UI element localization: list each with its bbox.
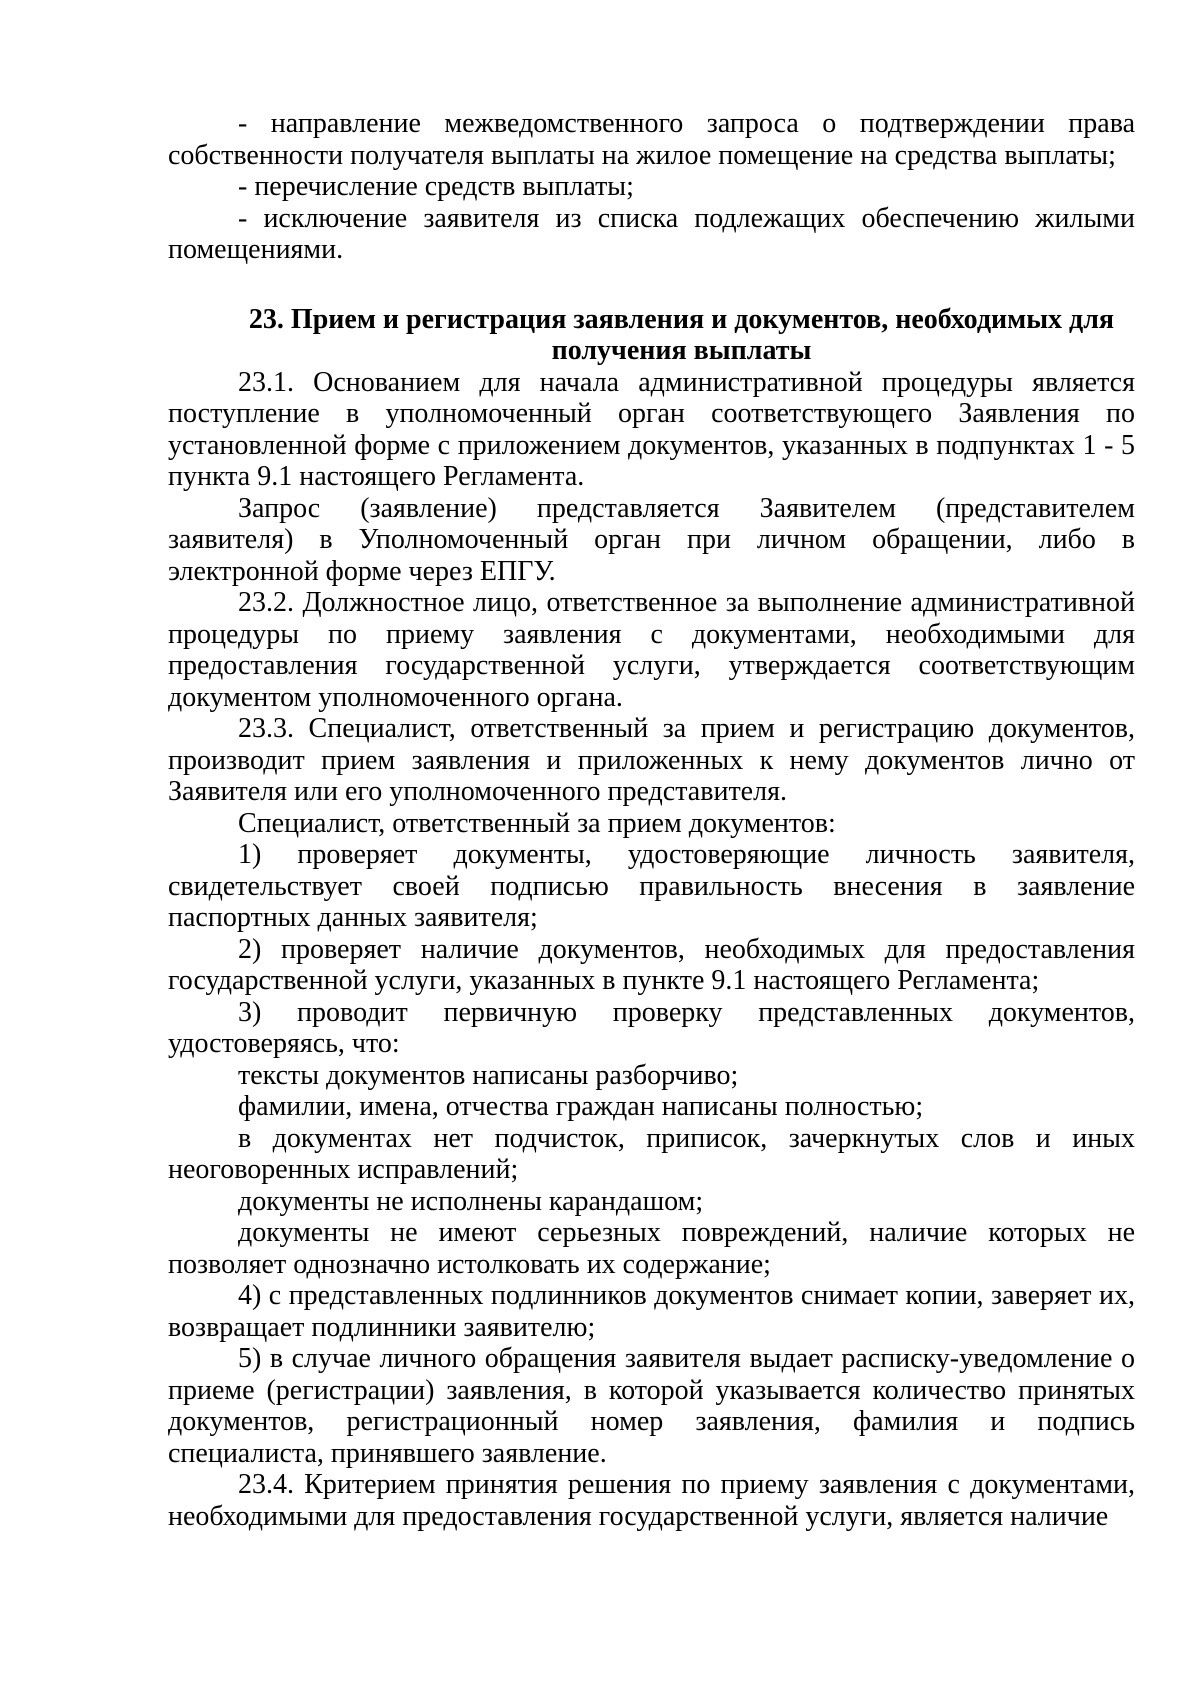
list-item-1: 1) проверяет документы, удостоверяющие личность заявителя, свидетельствует своей подписью правильность внесения в заявление паспортных данных заявителя; <box>168 839 1135 933</box>
check-no-pencil: документы не исполнены карандашом; <box>238 1185 704 1217</box>
intro-item-transfer-funds: - перечисление средств выплаты; <box>238 171 634 202</box>
paragraph-specialist: Специалист, ответственный за прием документов: <box>238 807 836 839</box>
check-no-damage: документы не имеют серьезных повреждений, наличие которых не позволяет однозначно истолковать их содержание; <box>168 1217 1135 1280</box>
paragraph-request: Запрос (заявление) представляется Заявителем (представителем заявителя) в Уполномоченный орган при личном обращении, либо в электронной форме через ЕПГУ. <box>168 492 1135 587</box>
paragraph-23-3: 23.3. Специалист, ответственный за прием и регистрацию документов, производит прием заявления и приложенных к нему документов лично от Заявителя или его уполномоченного представителя. <box>168 713 1135 807</box>
check-legible: тексты документов написаны разборчиво; <box>238 1059 739 1091</box>
paragraph-23-2: 23.2. Должностное лицо, ответственное за выполнение административной процедуры по приему заявления с документами, необходимыми для предоставления государственной услуги, утверждается соответствующим документом уполномоченного органа. <box>168 587 1135 713</box>
list-item-3: 3) проводит первичную проверку представленных документов, удостоверяясь, что: <box>168 996 1135 1059</box>
section-gap <box>168 266 1135 304</box>
document-page <box>168 108 1135 1532</box>
list-item-5: 5) в случае личного обращения заявителя выдает расписку-уведомление о приеме (регистрации) заявления, в которой указывается количество принятых документов, регистрационный номер заявления, фамилия и подпись специалиста, принявшего заявление. <box>168 1343 1135 1469</box>
intro-item-interagency-request: - направление межведомственного запроса о подтверждении права собственности получателя выплаты на жилое помещение на средства выплаты; <box>168 108 1135 171</box>
paragraph-23-1: 23.1. Основанием для начала административной процедуры является поступление в уполномоченный орган соответствующего Заявления по установленной форме с приложением документов, указанных в подпунктах 1 - 5 пункта 9.1 настоящего Регламента. <box>168 366 1135 492</box>
check-no-corrections: в документах нет подчисток, приписок, зачеркнутых слов и иных неоговоренных исправлений; <box>168 1122 1135 1185</box>
section-heading: 23. Прием и регистрация заявления и документов, необходимых для получения выплаты <box>248 303 1115 366</box>
paragraph-23-4: 23.4. Критерием принятия решения по приему заявления с документами, необходимыми для предоставления государственной услуги, является наличие <box>168 1469 1135 1532</box>
check-names-full: фамилии, имена, отчества граждан написаны полностью; <box>238 1091 924 1122</box>
list-item-4: 4) с представленных подлинников документов снимает копии, заверяет их, возвращает подлинники заявителю; <box>168 1280 1135 1343</box>
intro-item-exclusion: - исключение заявителя из списка подлежащих обеспечению жилыми помещениями. <box>168 202 1135 265</box>
list-item-2: 2) проверяет наличие документов, необходимых для предоставления государственной услуги, указанных в пункте 9.1 настоящего Регламента; <box>168 933 1135 996</box>
